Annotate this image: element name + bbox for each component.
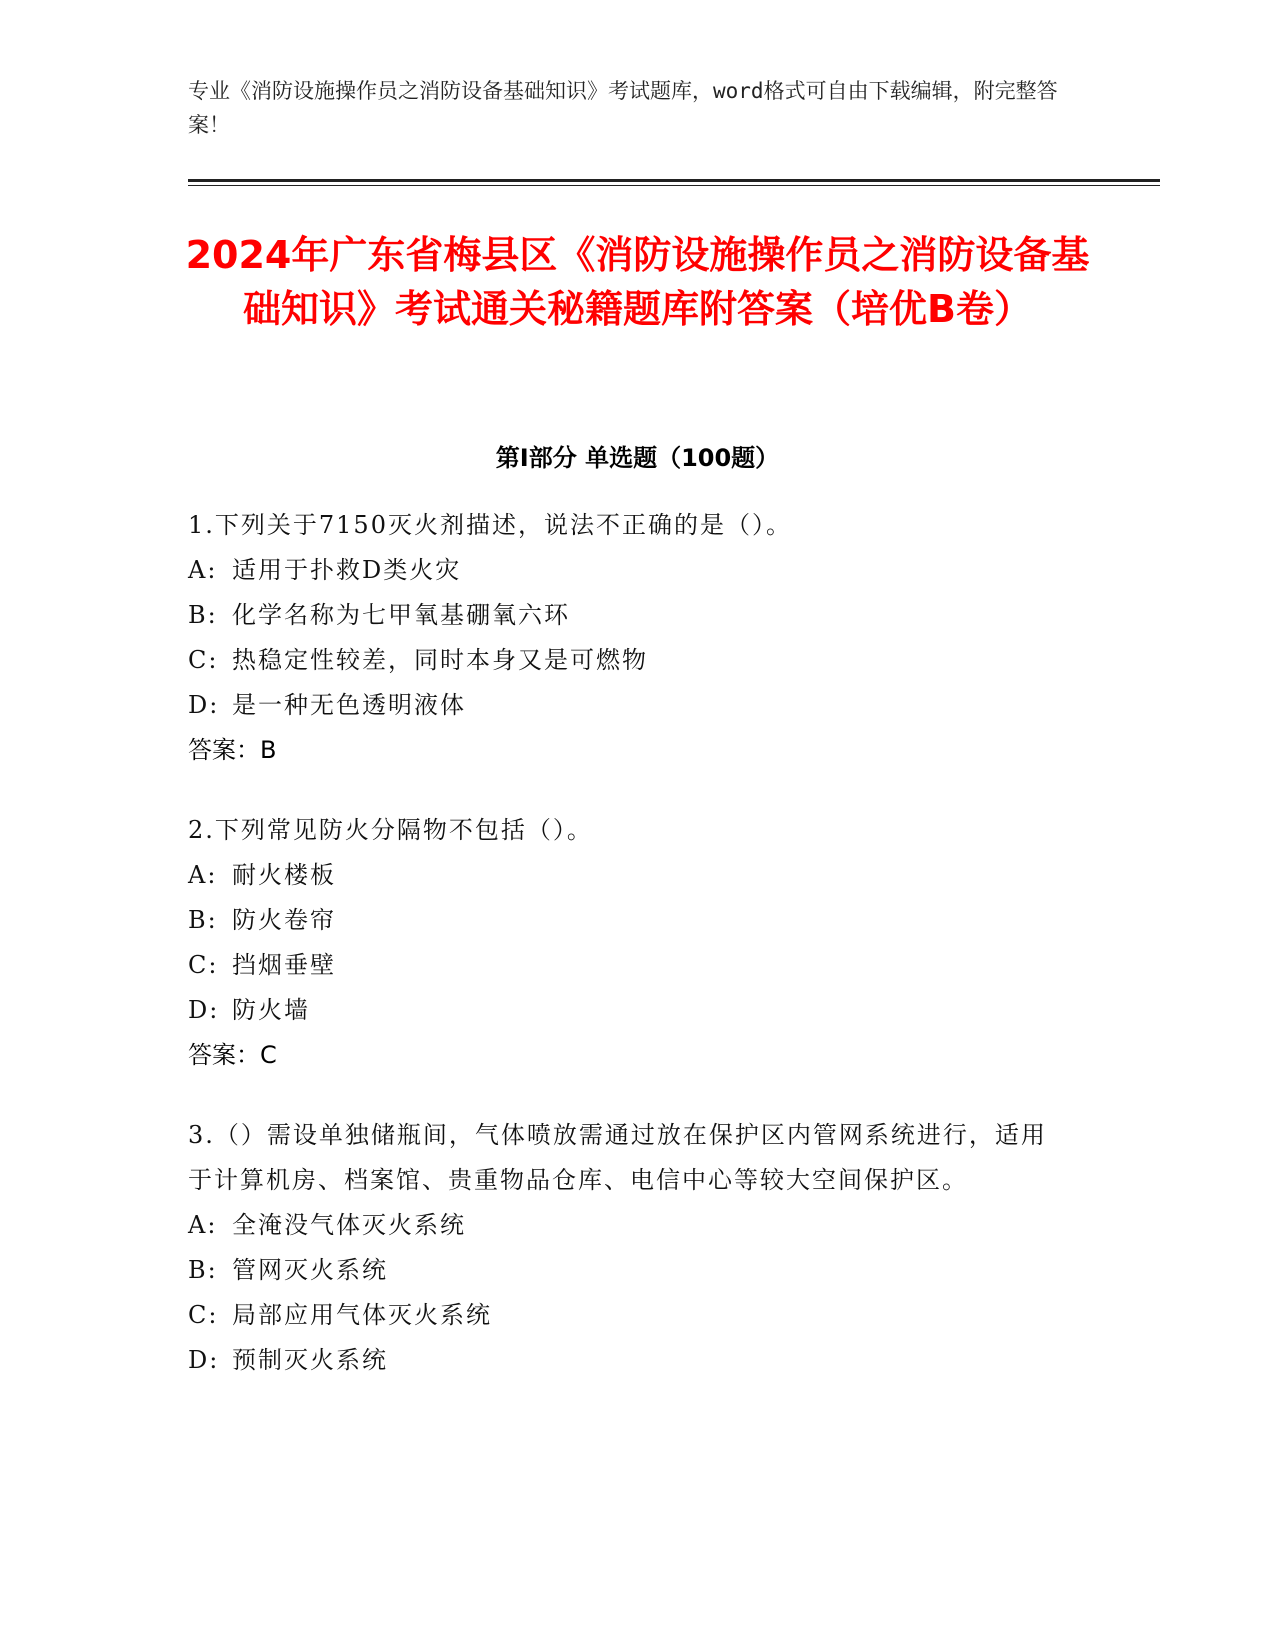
option-text: 挡烟垂壁 [232,951,336,979]
option-d [188,1338,1068,1383]
option-a [188,548,1068,593]
option-letter: C: [188,951,219,979]
option-text: 耐火楼板 [232,861,336,889]
question-text: 1.下列关于7150灭火剂描述，说法不正确的是（）。 [188,511,792,539]
answer-line: 答案：B [188,736,277,764]
option-b [188,898,1068,943]
header-divider-thin [188,185,1160,186]
option-d [188,683,1068,728]
option-letter: A: [188,861,218,889]
question-2 [188,808,1068,1078]
option-text: 局部应用气体灭火系统 [232,1301,492,1329]
document-title: 2024年广东省梅县区《消防设施操作员之消防设备基础知识》考试通关秘籍题库附答案（培优B卷） [185,233,1090,331]
section-title: 第Ⅰ部分 单选题（100题） [495,444,780,472]
option-letter: D: [188,691,220,719]
option-text: 防火卷帘 [232,906,336,934]
option-letter: B: [188,601,218,629]
option-c [188,943,1068,988]
option-a [188,1203,1068,1248]
option-a [188,853,1068,898]
question-3 [188,1113,1068,1383]
answer-line: 答案：C [188,1041,277,1069]
option-letter: D: [188,1346,220,1374]
option-letter: B: [188,1256,218,1284]
option-text: 是一种无色透明液体 [232,691,466,719]
header-divider-thick [188,179,1160,182]
option-letter: C: [188,646,219,674]
option-c [188,638,1068,683]
question-1 [188,503,1068,773]
option-text: 热稳定性较差，同时本身又是可燃物 [232,646,648,674]
option-text: 管网灭火系统 [232,1256,388,1284]
option-b [188,593,1068,638]
option-letter: A: [188,556,218,584]
option-text: 全淹没气体灭火系统 [232,1211,466,1239]
option-letter: B: [188,906,218,934]
question-text: 2.下列常见防火分隔物不包括（）。 [188,816,593,844]
option-letter: A: [188,1211,218,1239]
option-letter: C: [188,1301,219,1329]
option-text: 预制灭火系统 [232,1346,388,1374]
option-text: 化学名称为七甲氧基硼氧六环 [232,601,570,629]
header-note: 专业《消防设施操作员之消防设备基础知识》考试题库，word格式可自由下载编辑，附完整答案！ [188,79,1058,137]
option-text: 适用于扑救D类火灾 [232,556,462,584]
option-text: 防火墙 [232,996,310,1024]
option-c [188,1293,1068,1338]
option-b [188,1248,1068,1293]
question-text: 3.（）需设单独储瓶间，气体喷放需通过放在保护区内管网系统进行，适用于计算机房、档案馆、贵重物品仓库、电信中心等较大空间保护区。 [188,1121,1047,1194]
option-letter: D: [188,996,220,1024]
option-d [188,988,1068,1033]
